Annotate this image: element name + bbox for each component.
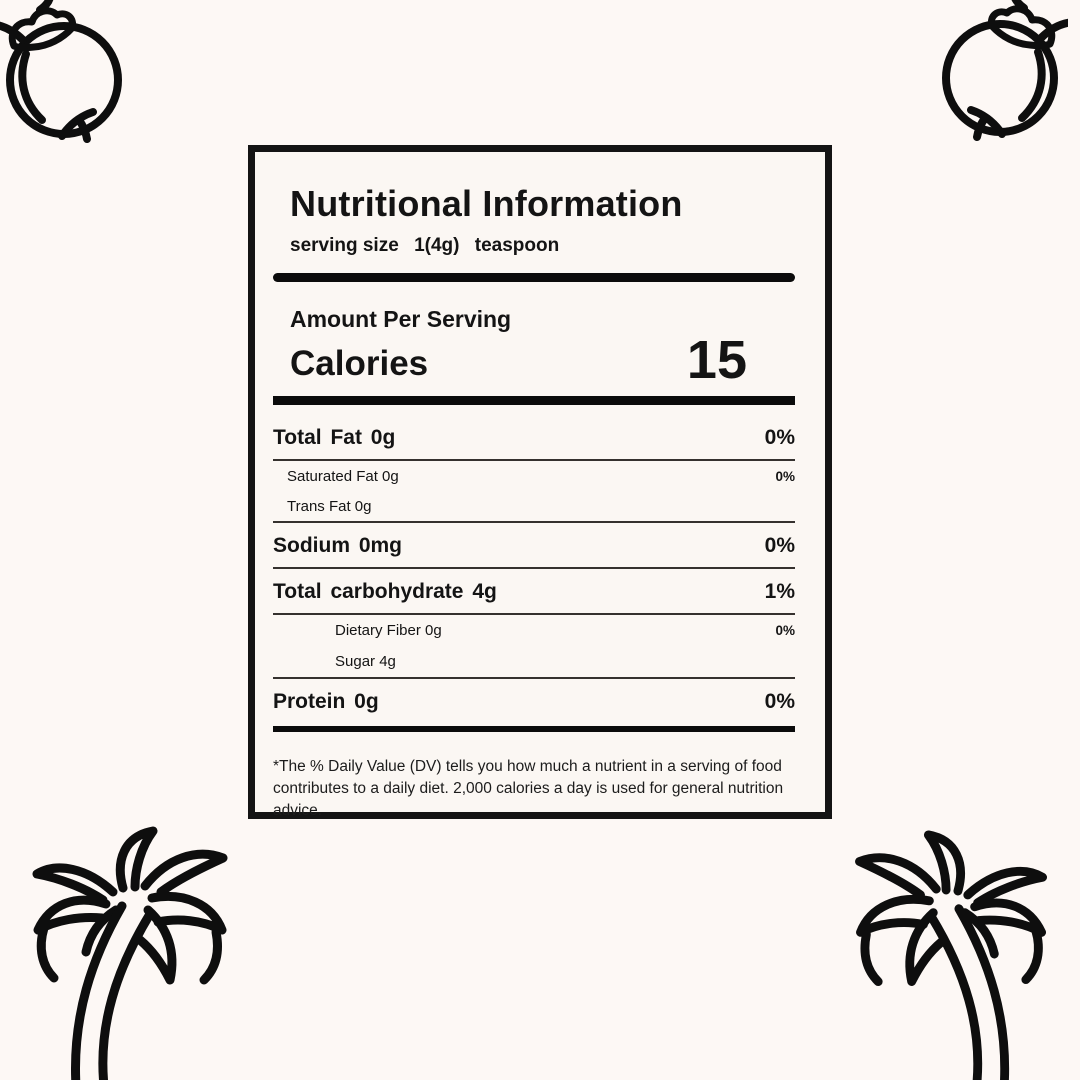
table-row [273, 523, 795, 567]
daily-value: 0% [764, 425, 795, 449]
daily-value: 1% [764, 579, 795, 603]
nutrient-label: Sodium 0mg [273, 533, 403, 557]
table-row [273, 569, 795, 613]
palm-tree-icon [20, 826, 235, 1080]
amount-per-serving-label: Amount Per Serving [290, 305, 512, 332]
daily-value-footnote: *The % Daily Value (DV) tells you how much a nutrient in a serving of food contributes to a daily diet. 2,000 calories a day is used for general nutrition advice. [273, 757, 784, 819]
palm-tree-icon [846, 830, 1061, 1080]
daily-value: 0% [764, 533, 795, 557]
nutrient-label: Dietary Fiber 0g [335, 621, 442, 639]
section-divider-bar [273, 726, 795, 732]
coconut-icon [898, 0, 1068, 150]
nutrient-label: Total Fat 0g [273, 425, 396, 449]
section-divider-bar [273, 396, 795, 405]
serving-size-amount: 1(4g) [414, 234, 460, 256]
nutrient-label: Protein 0g [273, 689, 379, 713]
daily-value: 0% [775, 468, 795, 484]
coconut-icon [0, 0, 166, 152]
calories-row [290, 329, 747, 390]
daily-value: 0% [775, 622, 795, 638]
serving-size-unit: teaspoon [474, 234, 560, 256]
table-row [273, 615, 795, 646]
calories-value: 15 [686, 329, 747, 390]
table-row [273, 415, 795, 459]
table-row [273, 491, 795, 521]
nutrient-table [273, 415, 795, 732]
nutrition-label-card [248, 145, 832, 819]
page-title: Nutritional Information [290, 183, 683, 224]
serving-size-line [290, 235, 795, 257]
daily-value: 0% [764, 689, 795, 713]
table-row [273, 679, 795, 723]
nutrient-label: Sugar 4g [335, 652, 396, 670]
serving-size-label: serving size [290, 234, 399, 256]
table-row [273, 461, 795, 491]
nutrient-label: Trans Fat 0g [287, 497, 372, 515]
nutrient-label: Saturated Fat 0g [287, 467, 399, 485]
table-row [273, 646, 795, 677]
section-divider-bar [273, 273, 795, 282]
nutrient-label: Total carbohydrate 4g [273, 579, 497, 603]
calories-label: Calories [290, 344, 429, 384]
